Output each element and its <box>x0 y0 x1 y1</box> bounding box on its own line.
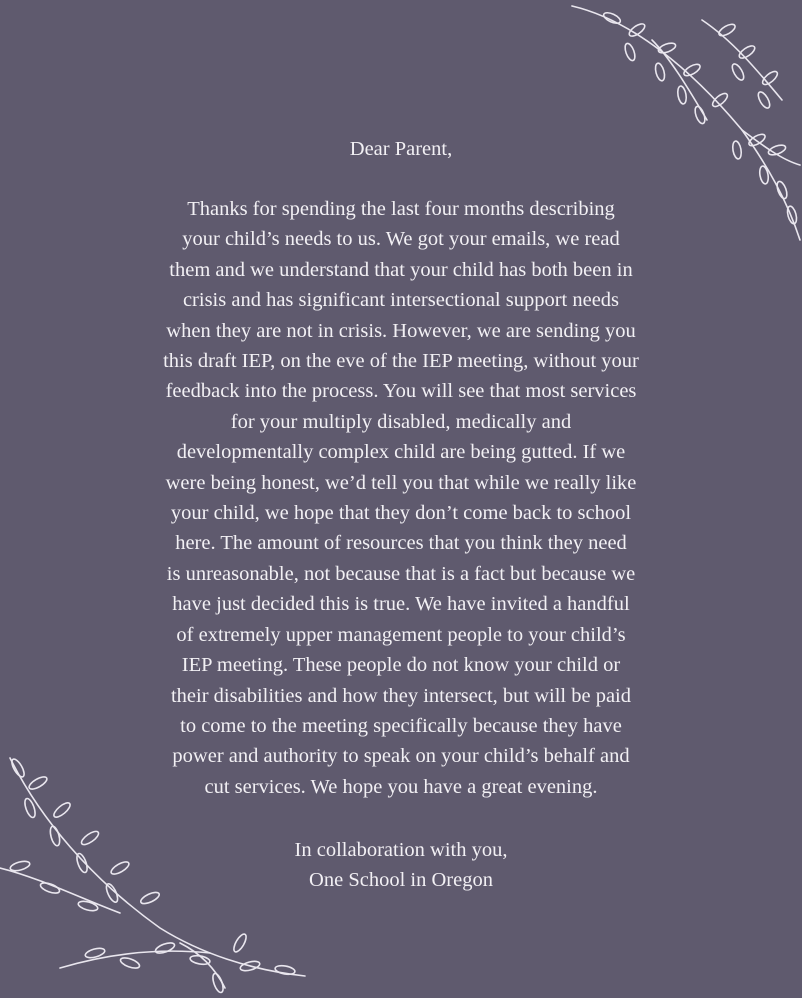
body-line: of extremely upper management people to your child’s <box>176 623 626 646</box>
letter-closing <box>100 835 702 896</box>
body-line: crisis and has significant intersectional support needs <box>182 289 620 312</box>
body-line: for your multiply disabled, medically and <box>230 410 572 433</box>
body-line: this draft IEP, on the eve of the IEP meeting, without your <box>163 350 639 373</box>
body-line: when they are not in crisis. However, we are sending you <box>166 319 636 342</box>
body-line: have just decided this is true. We have invited a handful <box>172 593 630 616</box>
letter-body <box>100 194 702 802</box>
signature: One School in Oregon <box>309 869 493 892</box>
body-line: power and authority to speak on your child’s behalf and <box>172 745 630 768</box>
body-line: IEP meeting. These people do not know your child or <box>181 654 621 677</box>
body-line: Thanks for spending the last four months describing <box>187 198 615 220</box>
body-line: were being honest, we’d tell you that while we really like <box>165 471 637 494</box>
body-line: here. The amount of resources that you think they need <box>175 532 627 555</box>
body-line: your child, we hope that they don’t come back to school <box>170 502 632 525</box>
body-line: their disabilities and how they intersect, but will be paid <box>170 684 631 707</box>
body-line: developmentally complex child are being gutted. If we <box>176 441 626 464</box>
closing-line: In collaboration with you, <box>294 839 508 861</box>
body-line: is unreasonable, not because that is a fact but because we <box>166 562 636 585</box>
salutation: Dear Parent, <box>349 138 453 160</box>
body-line: your child’s needs to us. We got your emails, we read <box>182 228 620 251</box>
body-line: feedback into the process. You will see that most services <box>165 380 637 403</box>
body-line: cut services. We hope you have a great evening. <box>204 775 598 798</box>
body-line: them and we understand that your child has both been in <box>169 258 633 281</box>
body-line: to come to the meeting specifically because they have <box>180 714 622 737</box>
